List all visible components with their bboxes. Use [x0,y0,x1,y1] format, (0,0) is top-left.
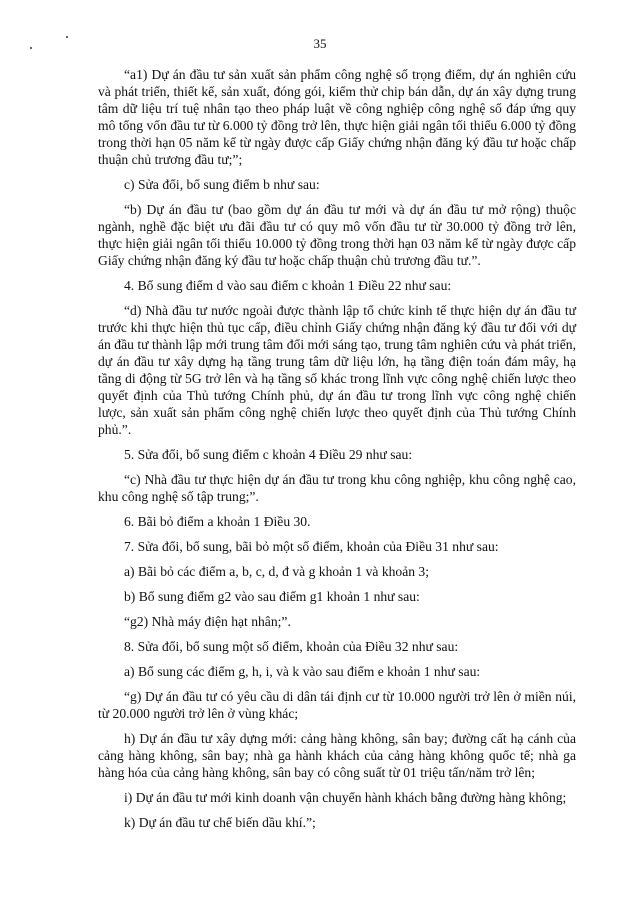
paragraph: “c) Nhà đầu tư thực hiện dự án đầu tư trong khu công nghiệp, khu công nghệ cao, khu công nghệ số tập trung;”. [98,472,576,504]
paragraph: h) Dự án đầu tư xây dựng mới: cảng hàng không, sân bay; đường cất hạ cánh của cảng hàng không, sân bay; nhà ga hành khách của cảng hàng không quốc tế; nhà ga hàng hóa của cảng hàng không, sân bay có công suất từ 01 triệu tấn/năm trở lên; [98,731,576,780]
paragraph: 7. Sửa đổi, bổ sung, bãi bỏ một số điểm, khoản của Điều 31 như sau: [124,539,499,554]
paragraph: 8. Sửa đổi, bổ sung một số điểm, khoản của Điều 32 như sau: [124,639,459,654]
paragraph: 5. Sửa đổi, bổ sung điểm c khoản 4 Điều 29 như sau: [124,447,413,462]
paragraph: “d) Nhà đầu tư nước ngoài được thành lập tổ chức kinh tế thực hiện dự án đầu tư trước khi thực hiện thủ tục cấp, điều chỉnh Giấy chứng nhận đăng ký đầu tư đối với dự án đầu tư thành lập mới trung tâm đổi mới sáng tạo, trung tâm nghiên cứu và phát triển, dự án đầu tư xây dựng hạ tầng trung tâm dữ liệu lớn, hạ tầng điện toán đám mây, hạ tầng di động từ 5G trở lên và hạ tầng số khác trong lĩnh vực công nghệ chiến lược theo quyết định của Thủ tướng Chính phủ, dự án đầu tư trong lĩnh vực công nghệ chiến lược, sản xuất sản phẩm công nghệ chiến lược theo quyết định của Thủ tướng Chính phủ.”. [98,303,576,437]
paragraph: “g) Dự án đầu tư có yêu cầu di dân tái định cư từ 10.000 người trở lên ở miền núi, từ 20.000 người trở lên ở vùng khác; [98,689,576,721]
paragraph: k) Dự án đầu tư chế biến dầu khí.”; [124,815,316,830]
paragraph: c) Sửa đổi, bổ sung điểm b như sau: [124,177,320,192]
paragraph: a) Bãi bỏ các điểm a, b, c, d, đ và g khoản 1 và khoản 3; [124,564,430,579]
paragraph: i) Dự án đầu tư mới kinh doanh vận chuyển hành khách bằng đường hàng không; [124,790,567,805]
paragraph: 6. Bãi bỏ điểm a khoản 1 Điều 30. [124,514,311,529]
document-body [98,66,576,839]
paragraph: b) Bổ sung điểm g2 vào sau điểm g1 khoản 1 như sau: [124,589,420,604]
paragraph: a) Bổ sung các điểm g, h, i, và k vào sau điểm e khoản 1 như sau: [124,664,481,679]
paragraph: “g2) Nhà máy điện hạt nhân;”. [124,614,291,629]
paragraph: 4. Bổ sung điểm d vào sau điểm c khoản 1 Điều 22 như sau: [124,278,452,293]
paragraph: “a1) Dự án đầu tư sản xuất sản phẩm công nghệ số trọng điểm, dự án nghiên cứu và phát triển, thiết kế, sản xuất, đóng gói, kiểm thử chip bán dẫn, dự án xây dựng trung tâm dữ liệu trí tuệ nhân tạo theo pháp luật về công nghiệp công nghệ số đáp ứng quy mô tổng vốn đầu tư từ 6.000 tỷ đồng trở lên, thực hiện giải ngân tối thiểu 6.000 tỷ đồng trong thời hạn 05 năm kể từ ngày được cấp Giấy chứng nhận đăng ký đầu tư hoặc chấp thuận chủ trương đầu tư;”; [98,67,576,167]
page-number: 35 [313,36,327,51]
paragraph: “b) Dự án đầu tư (bao gồm dự án đầu tư mới và dự án đầu tư mở rộng) thuộc ngành, nghề đặc biệt ưu đãi đầu tư có quy mô vốn đầu tư từ 30.000 tỷ đồng trở lên, thực hiện giải ngân tối thiểu 10.000 tỷ đồng trong thời hạn 03 năm kể từ ngày được cấp Giấy chứng nhận đăng ký đầu tư hoặc chấp thuận chủ trương đầu tư.”. [98,202,576,268]
